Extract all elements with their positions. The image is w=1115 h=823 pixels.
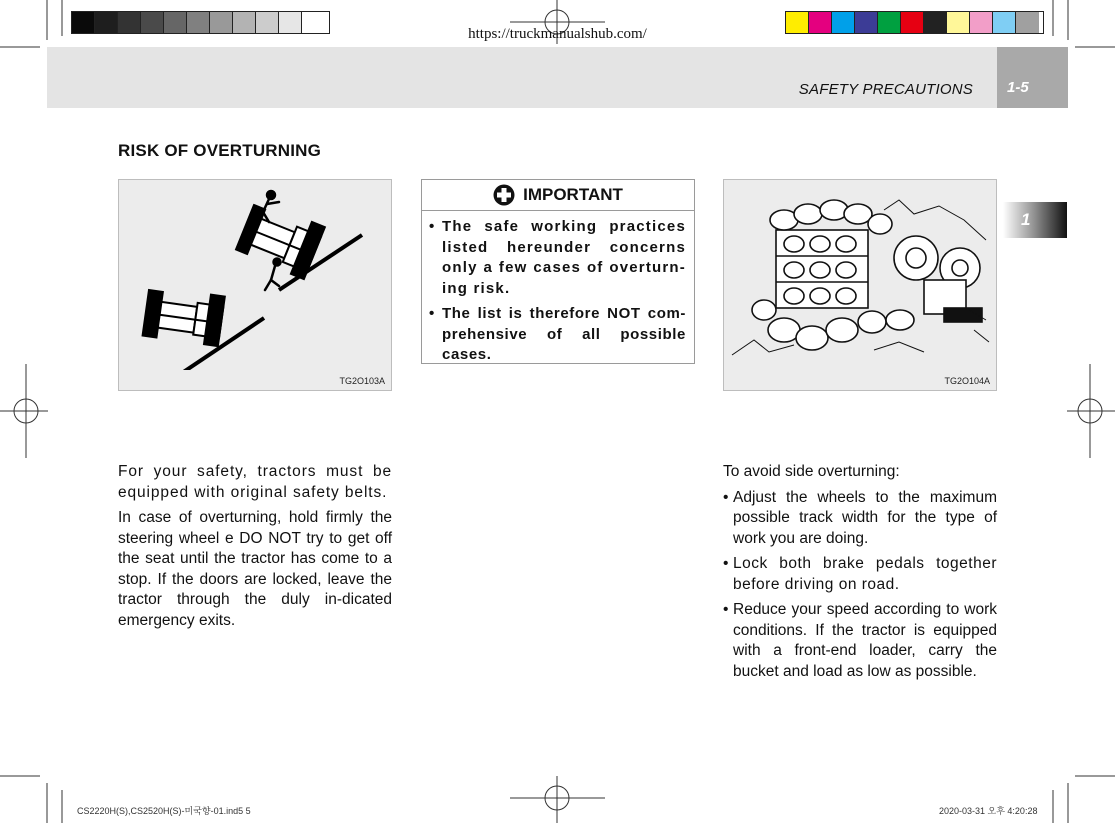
plus-circle-icon	[493, 184, 515, 206]
bale-pile-illustration	[724, 180, 996, 370]
left-column-text	[118, 462, 392, 636]
side-overturning-list	[723, 488, 997, 683]
figure-code-left: TG2O103A	[339, 376, 385, 386]
important-header	[422, 180, 694, 211]
right-column-text	[723, 462, 997, 687]
footer-file-info: CS2220H(S),CS2520H(S)-미국향-01.ind5 5	[77, 806, 251, 816]
list-item: • Adjust the wheels to the maximum possible track width for the type of work you are doing.	[733, 488, 997, 550]
header-band	[47, 47, 998, 108]
figure-code-right: TG2O104A	[944, 376, 990, 386]
tractor-overturn-illustration	[119, 180, 391, 370]
important-list	[422, 211, 694, 366]
important-item: • The list is therefore NOT com-prehensive of all possible cases.	[442, 304, 686, 366]
page-number-tab	[997, 47, 1068, 108]
important-notice-box	[421, 179, 695, 364]
important-item: • The safe working practices listed hereunder concerns only a few cases of overturn-ing risk.	[442, 217, 686, 299]
list-item: • Reduce your speed according to work conditions. If the tractor is equipped with a front-end loader, carry the bucket and load as low as possible.	[733, 600, 997, 682]
safety-belt-paragraph: For your safety, tractors must be equipped with original safety belts.	[118, 463, 392, 501]
chapter-tab	[1003, 202, 1067, 238]
overturning-paragraph: In case of overturning, hold firmly the steering wheel e DO NOT try to get off the seat until the tractor has come to a stop. If the doors are locked, leave the tractor through the duly in-dicated emergency exits.	[118, 509, 392, 629]
figure-overload-pile	[723, 179, 997, 391]
page-number: 1-5	[1007, 79, 1029, 96]
page-title: RISK OF OVERTURNING	[118, 141, 322, 160]
list-item: • Lock both brake pedals together before driving on road.	[733, 554, 997, 595]
chapter-number: 1	[1021, 210, 1031, 229]
figure-overturning-slope	[118, 179, 392, 391]
footer-timestamp: 2020-03-31 오후 4:20:28	[939, 806, 1038, 816]
header-section-title: SAFETY PRECAUTIONS	[798, 81, 973, 98]
important-heading: IMPORTANT	[523, 185, 623, 204]
source-url: https://truckmanualshub.com/	[468, 26, 647, 42]
side-overturning-intro: To avoid side overturning:	[723, 463, 900, 480]
